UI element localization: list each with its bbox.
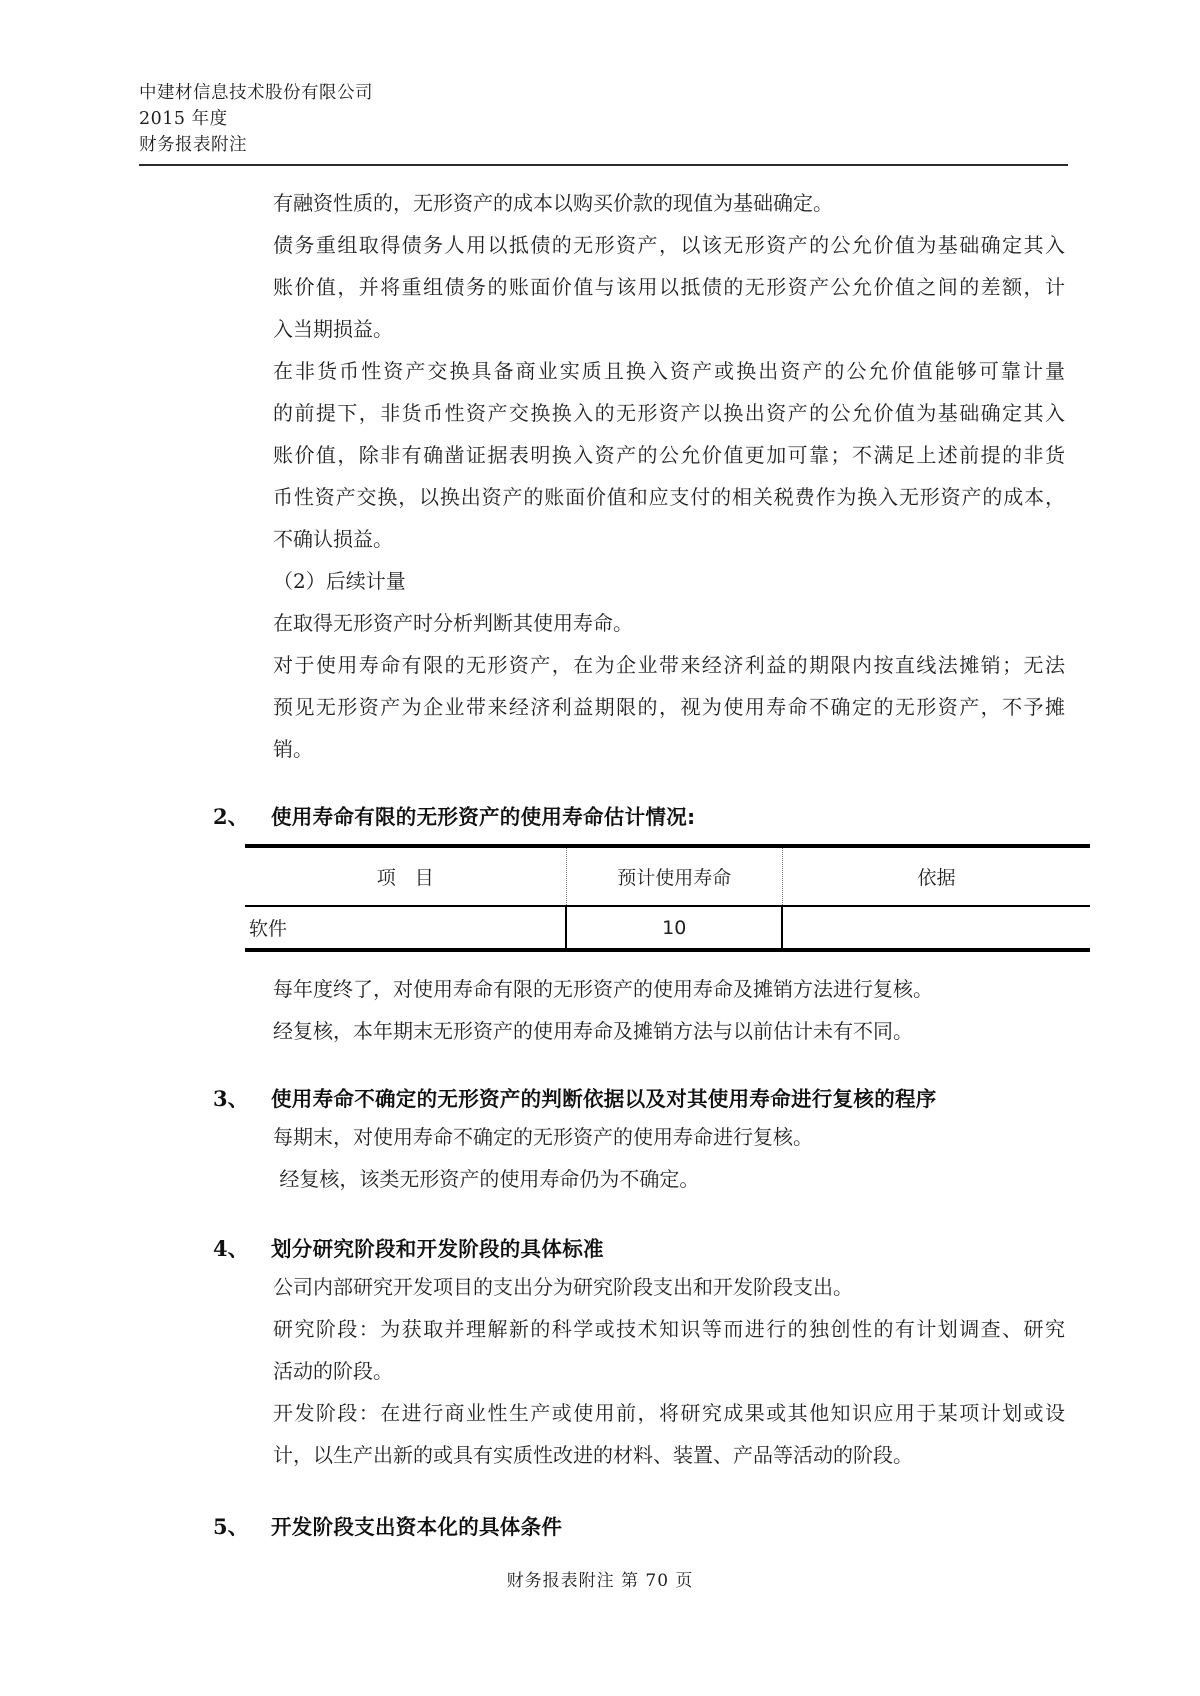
table-row (245, 906, 1090, 950)
header-divider (139, 164, 1068, 166)
section-4-title: 划分研究阶段和开发阶段的具体标准 (271, 1237, 604, 1261)
text-line: 账价值，并将重组债务的账面价值与该用以抵债的无形资产公允价值之间的差额，计 (273, 275, 1065, 299)
section-5-title: 开发阶段支出资本化的具体条件 (271, 1515, 563, 1539)
table-body (245, 906, 1090, 950)
section-4-heading (0, 1232, 1200, 1266)
section-2-heading (0, 800, 1200, 834)
text-line: 的前提下，非货币性资产交换换入的无形资产以换出资产的公允价值为基础确定其入 (273, 401, 1065, 425)
company-name: 中建材信息技术股份有限公司 (139, 83, 373, 103)
section-3-number: 3、 (213, 1086, 249, 1111)
section-5-heading (0, 1510, 1200, 1544)
table-header-row (245, 846, 1090, 906)
text-line: 债务重组取得债务人用以抵债的无形资产，以该无形资产的公允价值为基础确定其入 (273, 233, 1065, 257)
page-footer: 财务报表附注 第 70 页 (506, 1571, 694, 1591)
text-line: 研究阶段：为获取并理解新的科学或技术知识等而进行的独创性的有计划调查、研究 (273, 1317, 1065, 1341)
text-line: 有融资性质的，无形资产的成本以购买价款的现值为基础确定。 (273, 191, 833, 215)
text-line: 预见无形资产为企业带来经济利益期限的，视为使用寿命不确定的无形资产，不予摊 (273, 695, 1065, 719)
text-line: 不确认损益。 (273, 527, 393, 551)
text-line: 在取得无形资产时分析判断其使用寿命。 (273, 611, 633, 635)
document-header (139, 80, 1200, 158)
table-header-cell: 预计使用寿命 (566, 846, 782, 906)
text-line: 每期末，对使用寿命不确定的无形资产的使用寿命进行复核。 (273, 1125, 813, 1149)
section-2-number: 2、 (213, 804, 249, 829)
section-3-body (273, 1116, 1065, 1200)
section-4-body (273, 1266, 1065, 1476)
text-line: 开发阶段：在进行商业性生产或使用前，将研究成果或其他知识应用于某项计划或设 (273, 1401, 1065, 1425)
table-cell: 软件 (249, 918, 288, 940)
section-5-number: 5、 (213, 1514, 249, 1539)
text-line: 对于使用寿命有限的无形资产，在为企业带来经济利益的期限内按直线法摊销；无法 (273, 653, 1065, 677)
text-line: 计，以生产出新的或具有实质性改进的材料、装置、产品等活动的阶段。 (273, 1443, 913, 1467)
text-line: 在非货币性资产交换具备商业实质且换入资产或换出资产的公允价值能够可靠计量 (273, 359, 1065, 383)
useful-life-table (245, 844, 1090, 952)
table-header-cell: 依据 (782, 846, 1090, 906)
text-line: 每年度终了，对使用寿命有限的无形资产的使用寿命及摊销方法进行复核。 (273, 977, 933, 1001)
text-line: 经复核，本年期末无形资产的使用寿命及摊销方法与以前估计未有不同。 (273, 1019, 913, 1043)
table-cell: 10 (566, 906, 782, 950)
text-line: 经复核，该类无形资产的使用寿命仍为不确定。 (273, 1167, 700, 1191)
section-2-title: 使用寿命有限的无形资产的使用寿命估计情况: (271, 805, 696, 829)
document-title: 财务报表附注 (139, 135, 247, 155)
text-line: （2）后续计量 (273, 569, 406, 593)
section-4-number: 4、 (213, 1236, 249, 1261)
text-line: 币性资产交换，以换出资产的账面价值和应支付的相关税费作为换入无形资产的成本， (273, 485, 1065, 509)
section-3-heading (0, 1082, 1200, 1116)
text-line: 账价值，除非有确凿证据表明换入资产的公允价值更加可靠；不满足上述前提的非货 (273, 443, 1065, 467)
table-header-cell: 项 目 (245, 846, 566, 906)
intro-paragraph (273, 182, 1065, 770)
text-line: 入当期损益。 (273, 317, 393, 341)
fiscal-year: 2015 年度 (139, 109, 228, 129)
section-2-notes (273, 968, 1065, 1052)
table-cell (782, 906, 1090, 950)
section-3-title: 使用寿命不确定的无形资产的判断依据以及对其使用寿命进行复核的程序 (271, 1087, 937, 1111)
table-header-row (245, 846, 1090, 906)
text-line: 活动的阶段。 (273, 1359, 393, 1383)
text-line: 公司内部研究开发项目的支出分为研究阶段支出和开发阶段支出。 (273, 1275, 853, 1299)
text-line: 销。 (273, 737, 313, 761)
